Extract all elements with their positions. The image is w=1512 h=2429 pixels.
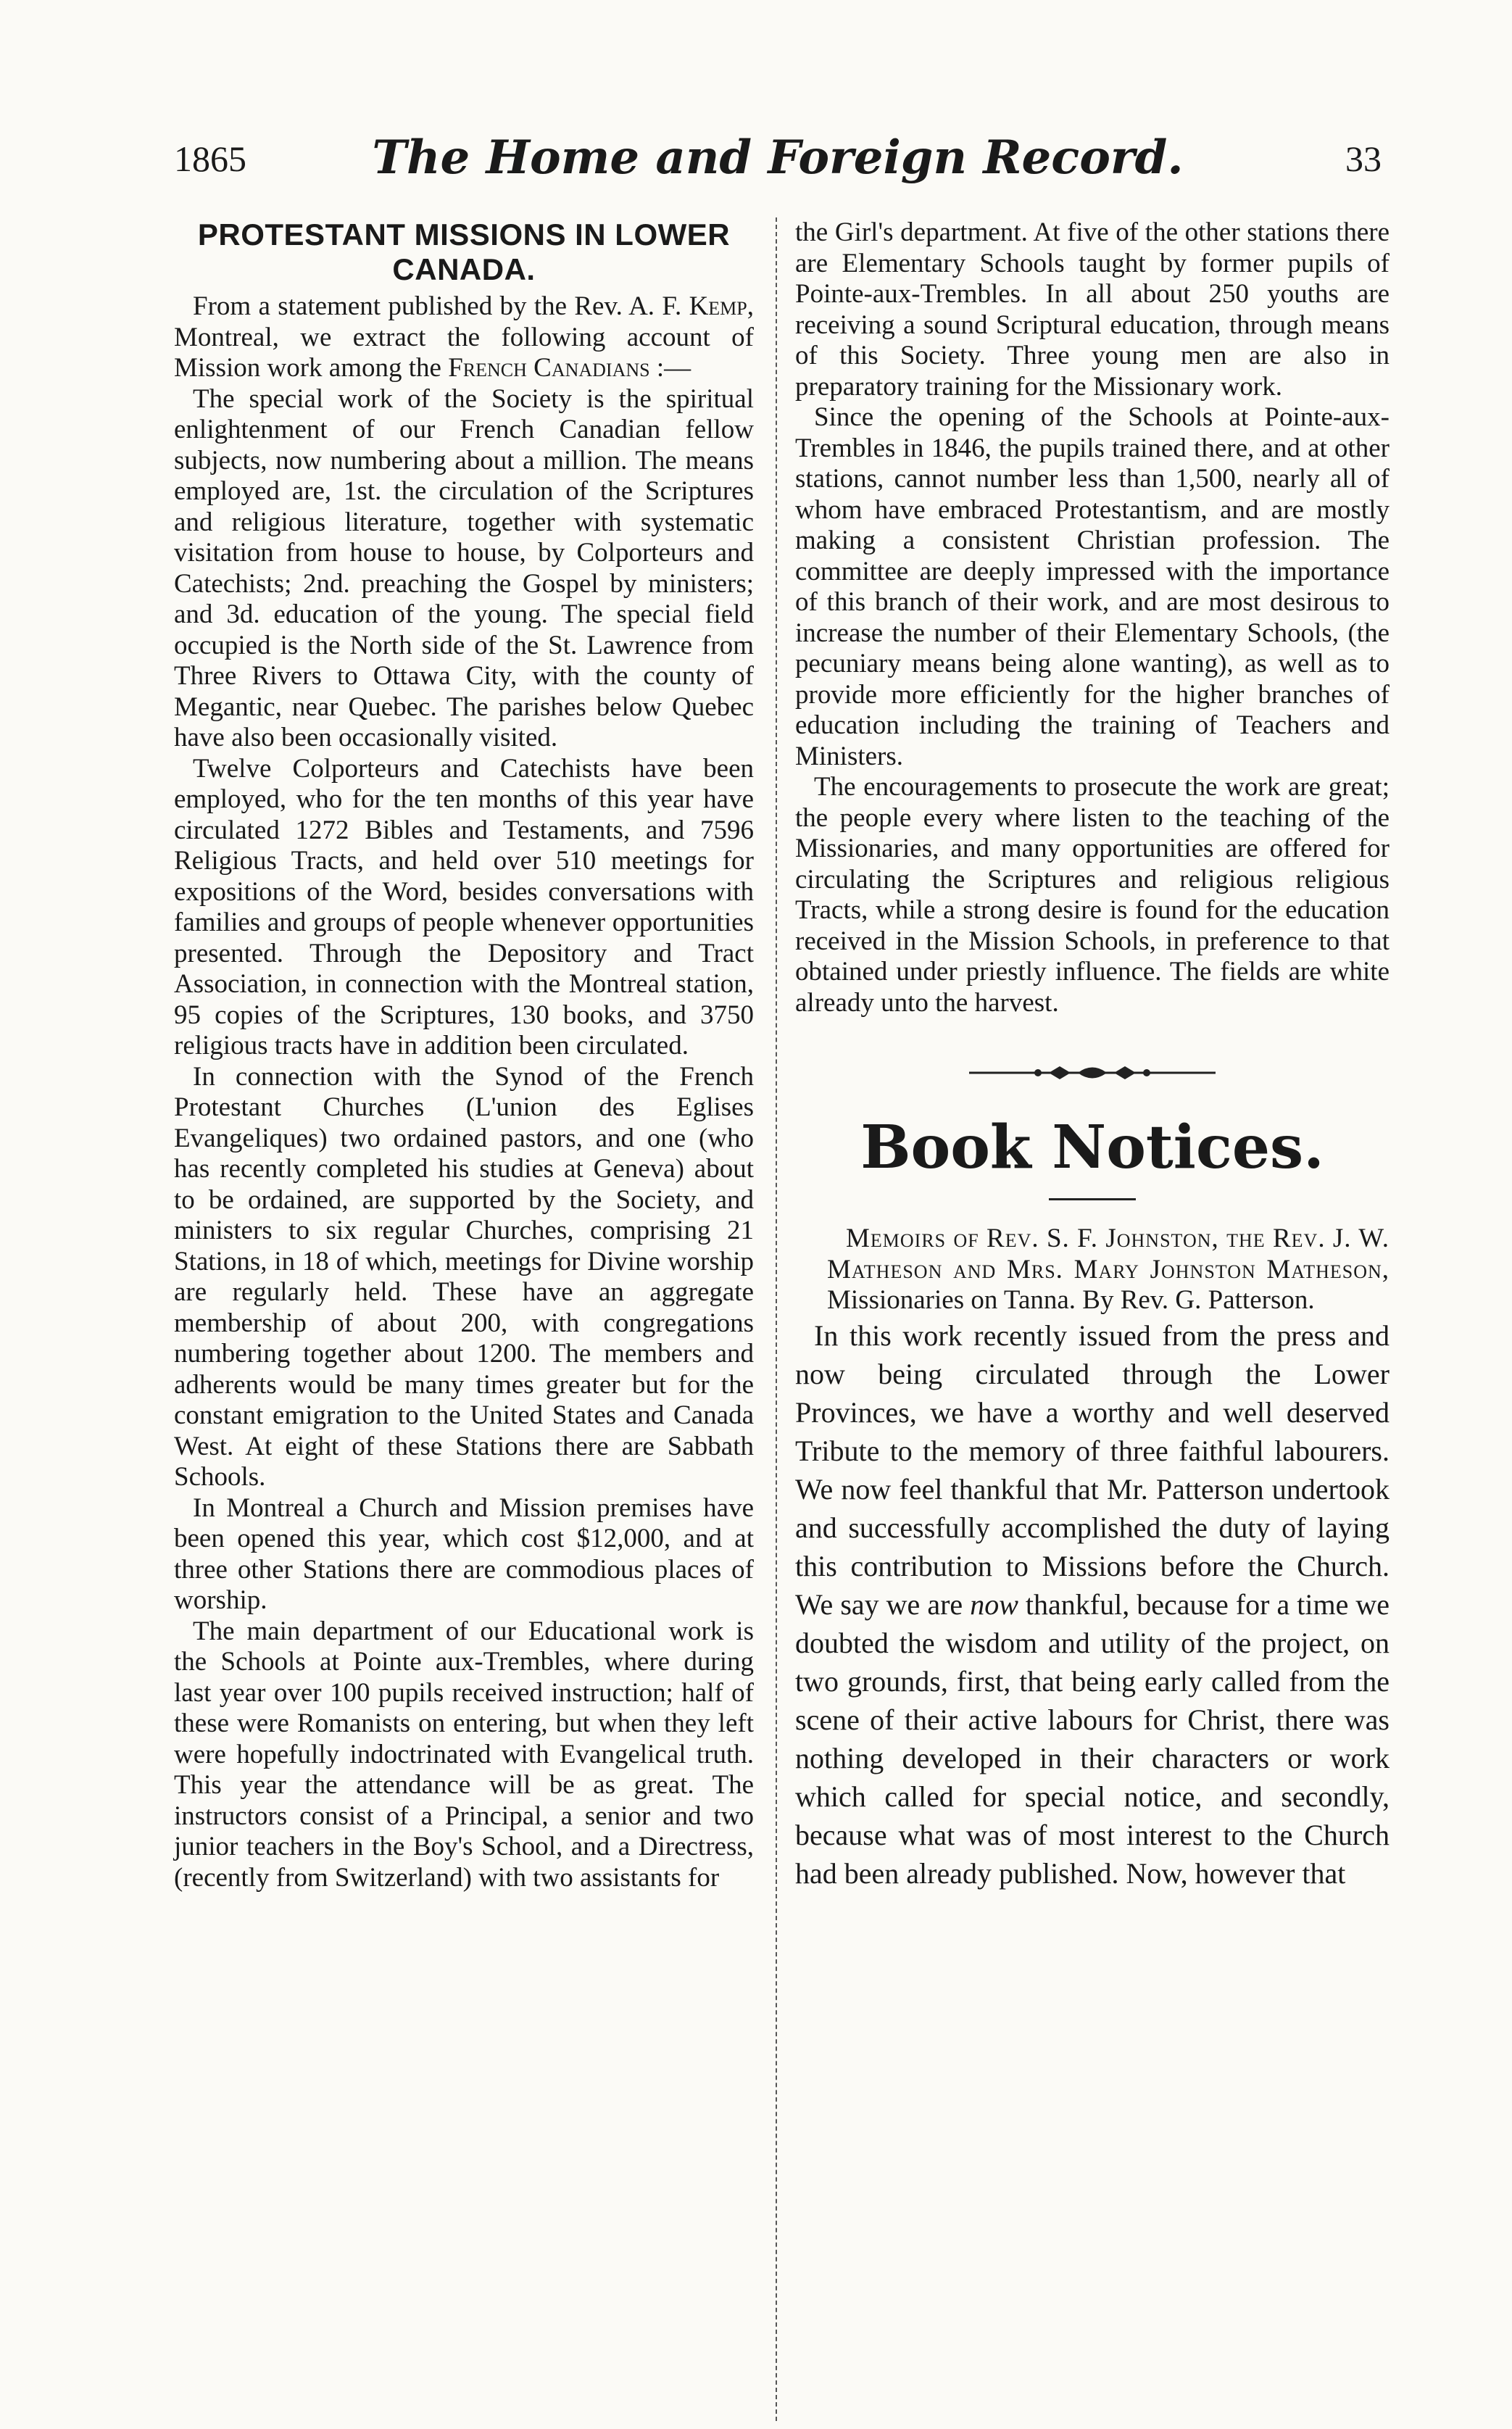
review-post: thankful, because for a time we doubted the wisdom and utility of the project, on two grounds, first, that being early called from the scene of their active labours for Christ, there was nothing developed in their characters or work which called for special notice, and secondly, because what was of most interest to the Church had been already published. Now, however that [795,1587,1390,1890]
review-italic: now [970,1587,1018,1621]
intro-name: Kemp [689,291,747,321]
review-paragraph [795,1316,1390,1893]
column-divider [776,217,777,2421]
paragraph: the Girl's department. At five of the other stations there are Elementary Schools taught by former pupils of Pointe-aux-Trembles. In all about 250 youths are receiving a sound Scriptural education, through means of this Society. Three young men are also in preparatory training for the Missionary work. [795,217,1390,402]
paragraph: The encouragements to prosecute the work are great; the people every where listen to the teaching of the Missionaries, and many opportunities are offered for circulating the Scriptures and religious religious Tracts, while a strong desire is found for the education received in the Mission Schools, in preference to that obtained under priestly influence. The fields are white already unto the harvest. [795,772,1390,1018]
heading-rule [1049,1198,1136,1200]
paragraph: In Montreal a Church and Mission premises have been opened this year, which cost $12,000, and at three other Stations there are commodious places of worship. [174,1492,754,1615]
section-heading: Book Notices. [860,1113,1324,1182]
intro-post: , Montreal, we extract the following account of Mission work among the [174,291,754,383]
intro-end: :— [649,353,691,383]
book-entry [795,1224,1390,1316]
ornament-divider-icon [969,1062,1216,1084]
page-number: 33 [1345,138,1382,179]
right-column [795,217,1390,1893]
article-title: PROTESTANT MISSIONS IN LOWER CANADA. [197,217,731,286]
header-year: 1865 [174,138,246,179]
paragraph: The main department of our Educational work is the Schools at Pointe aux-Trembles, where during last year over 100 pupils received instruction; half of these were Romanists on entering, but when they left were hopefully indoctrinated with Evangelical truth. This year the attendance will be as great. The instructors consist of a Principal, a senior and two junior teachers in the Boy's School, and a Directress, (recently from Switzerland) with two assistants for [174,1616,754,1893]
review [795,1316,1390,1893]
intro-pre: From a statement published by the Rev. A. F. [193,291,689,321]
paragraph: Since the opening of the Schools at Pointe-aux-Trembles in 1846, the pupils trained there, and at other stations, cannot number less than 1,500, nearly all of whom have embraced Protestantism, and are mostly making a consistent Christian profession. The committee are deeply impressed with the importance of this branch of their work, and are most desirous to increase the number of their Elementary Schools, (the pecuniary means being alone wanting), as well as to provide more efficiently for the higher branches of education including the training of Teachers and Ministers. [795,402,1390,771]
journal-title: The Home and Foreign Record. [372,130,1184,185]
intro-subject: French Canadians [448,353,650,383]
paragraph: Twelve Colporteurs and Catechists have been employed, who for the ten months of this year have circulated 1272 Bibles and Testaments, and 7596 Religious Tracts, and held over 510 meetings for expositions of the Word, besides conversations with families and groups of people whenever opportunities presented. Through the Depository and Tract Association, in connection with the Montreal station, 95 copies of the Scriptures, 130 books, and 3750 religious tracts have in addition been circulated. [174,753,754,1060]
book-subtitle: Missionaries on Tanna. By Rev. G. Patterson. [827,1285,1315,1315]
intro-paragraph [174,291,754,384]
running-header [174,130,1382,196]
review-pre: In this work recently issued from the press and now being circulated through the Lower Provinces, we have a worthy and well deserved Tribute to the memory of three faithful labourers. We now feel thankful that Mr. Patterson undertook and successfully accomplished the duty of laying this contribution to Missions before the Church. We say we are [795,1319,1390,1621]
left-column [174,217,754,1893]
book-title: Memoirs of Rev. S. F. Johnston, the Rev. J. W. Matheson and Mrs. Mary Johnston Matheson, [827,1224,1390,1284]
paragraph: In connection with the Synod of the French Protestant Churches (L'union des Eglises Evangeliques) two ordained pastors, and one (who has recently completed his studies at Geneva) about to be ordained, are supported by the Society, and ministers to six regular Churches, comprising 21 Stations, in 18 of which, meetings for Divine worship are regularly held. These have an aggregate membership of about 200, with congregations numbering together about 1200. The members and adherents would be many times greater but for the constant emigration to the United States and Canada West. At eight of these Stations there are Sabbath Schools. [174,1061,754,1492]
paragraph: The special work of the Society is the spiritual enlightenment of our French Canadian fellow subjects, now numbering about a million. The means employed are, 1st. the circulation of the Scriptures and religious literature, together with systematic visitation from house to house, by Colporteurs and Catechists; 2nd. preaching the Gospel by ministers; and 3d. education of the young. The special field occupied is the North side of the St. Lawrence from Three Rivers to Ottawa City, with the county of Megantic, near Quebec. The parishes below Quebec have also been occasionally visited. [174,383,754,752]
